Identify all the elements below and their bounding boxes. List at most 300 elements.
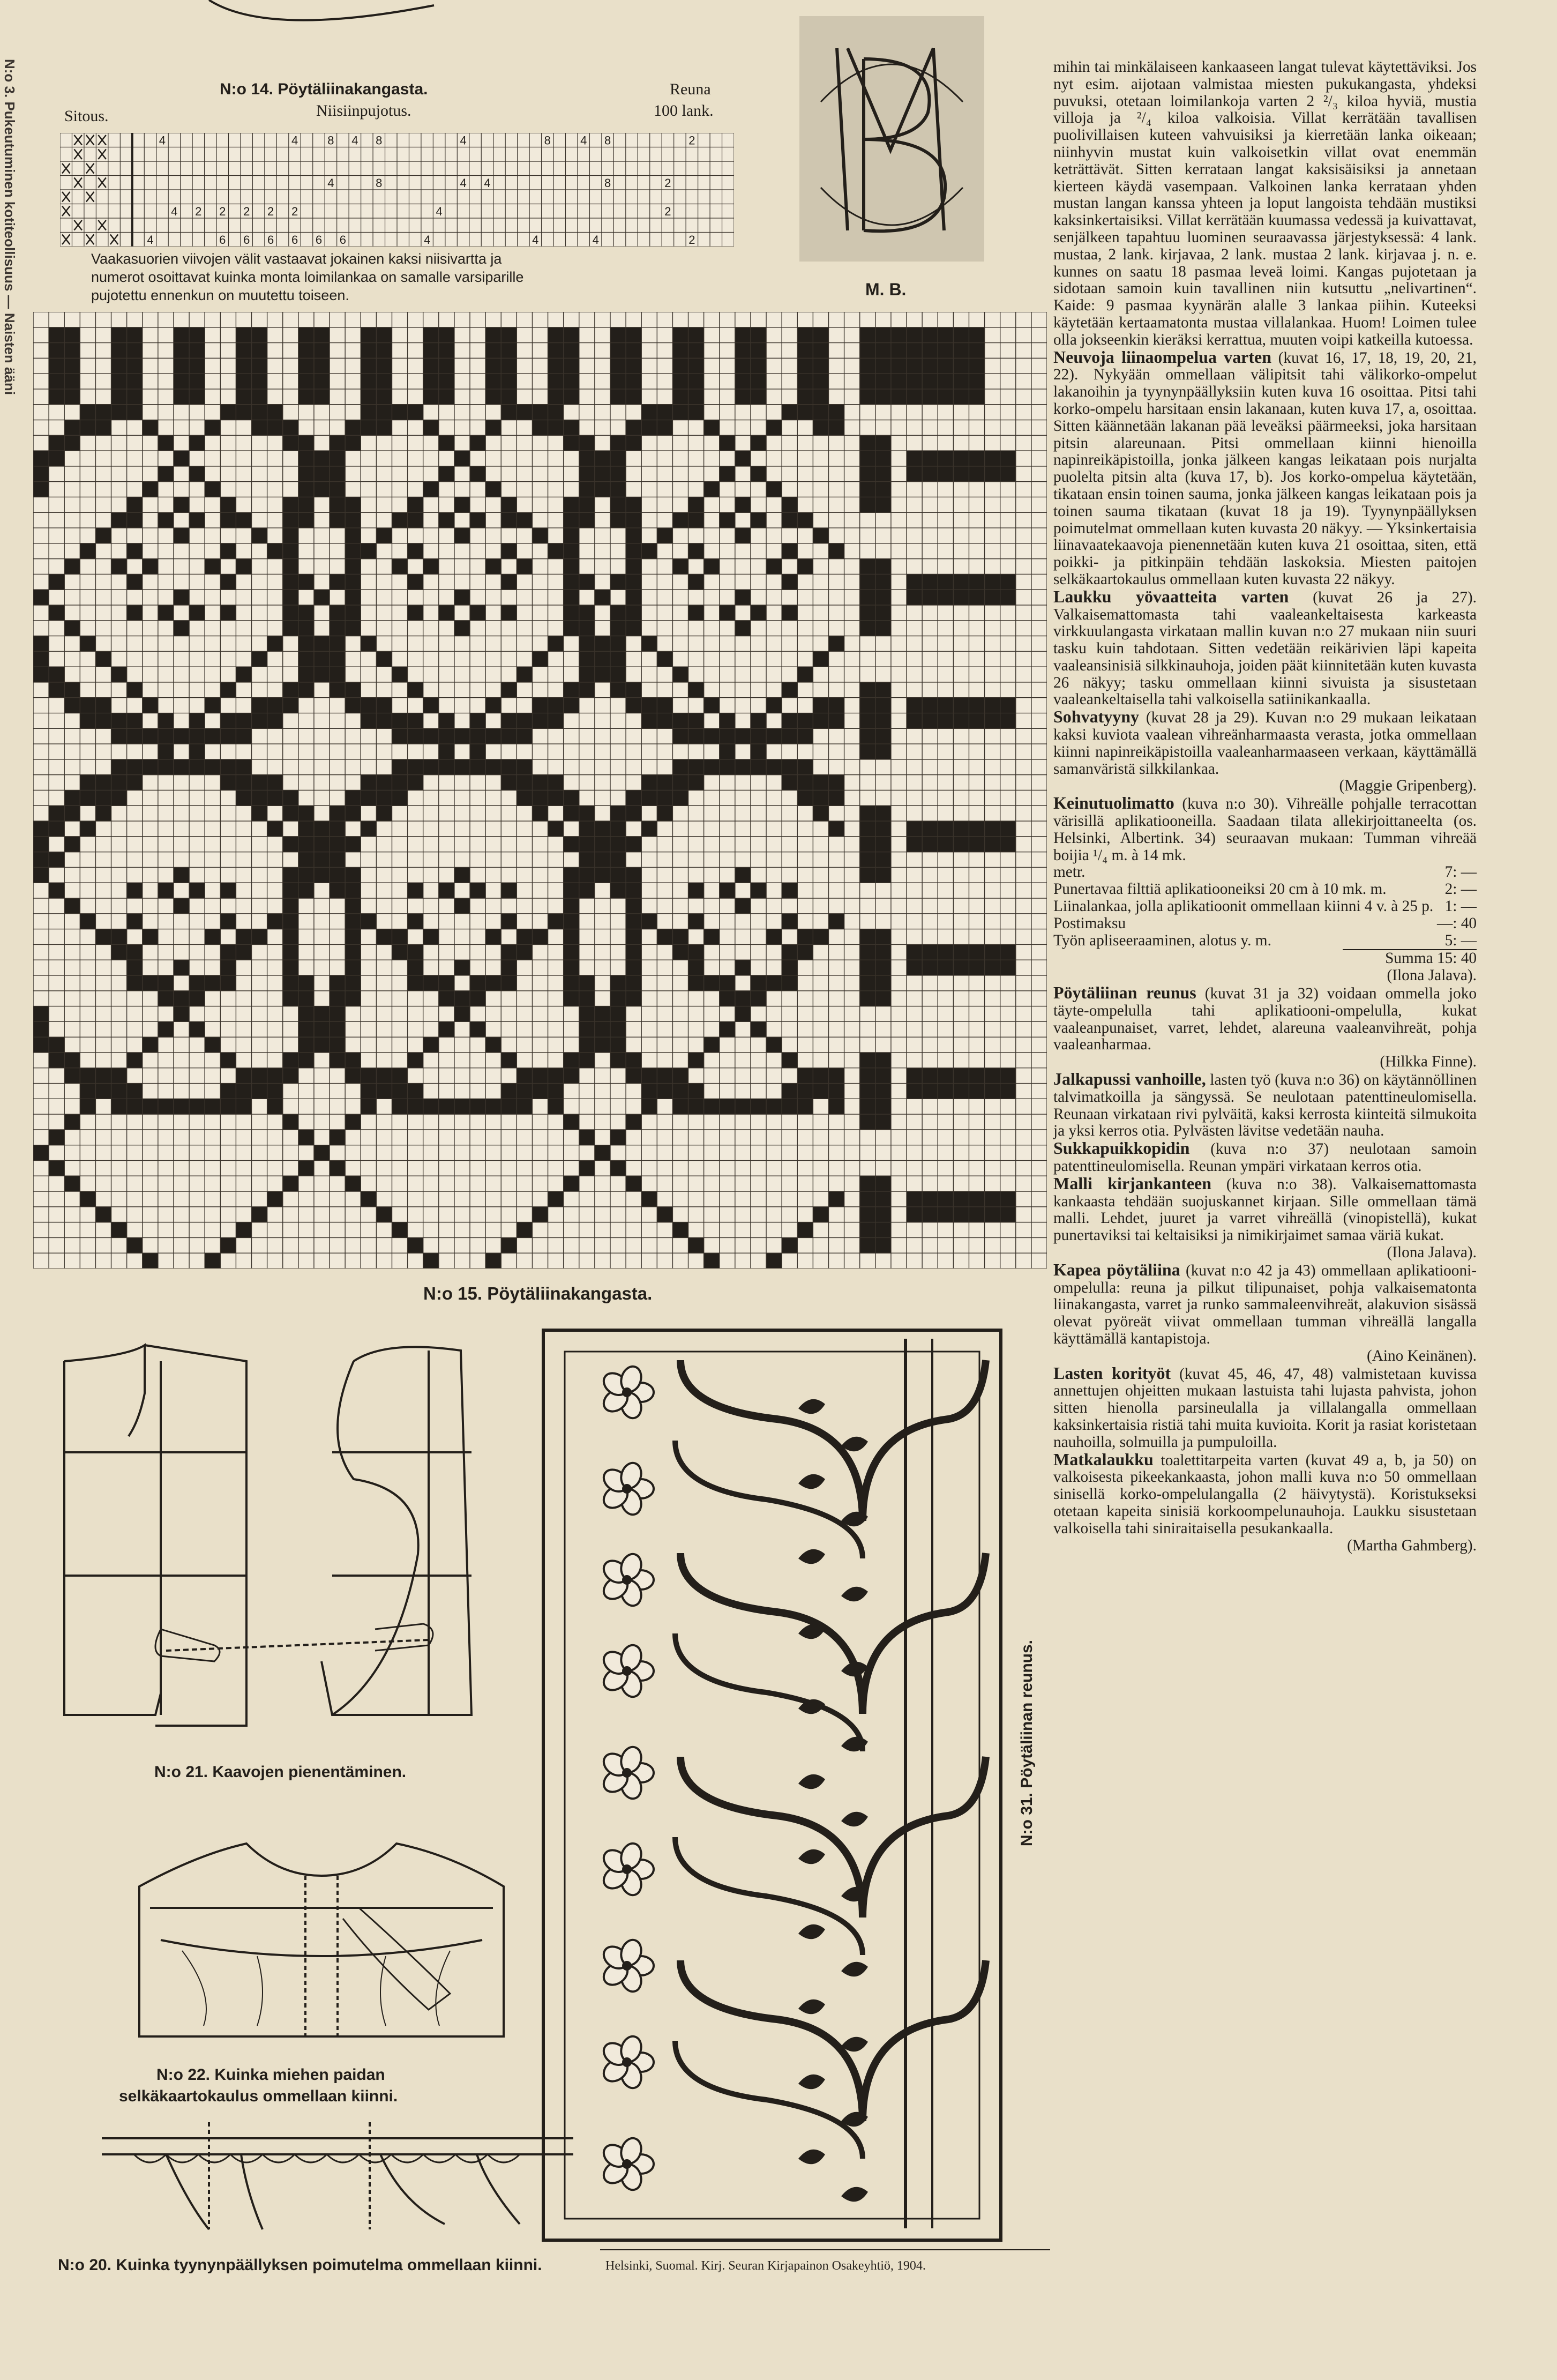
grid-cell-filled bbox=[298, 451, 315, 466]
grid-cell-filled bbox=[938, 590, 954, 605]
threading-count: 4 bbox=[171, 205, 178, 218]
grid-cell-filled bbox=[922, 358, 938, 374]
grid-cell-filled bbox=[672, 374, 688, 389]
section-kirjankansi bbox=[1053, 1175, 1477, 1244]
grid-cell-filled bbox=[579, 1160, 595, 1176]
grid-cell-filled bbox=[95, 651, 111, 667]
grid-cell-filled bbox=[49, 1053, 65, 1068]
grid-cell-filled bbox=[922, 960, 938, 975]
grid-cell-filled bbox=[298, 621, 315, 636]
grid-cell-filled bbox=[392, 790, 408, 806]
section-heading: Neuvoja liinaompelua varten bbox=[1053, 347, 1272, 367]
border-flower bbox=[600, 1460, 654, 1517]
grid-cell-filled bbox=[907, 343, 923, 359]
grid-cell-filled bbox=[688, 512, 705, 528]
cost-value: 7: — bbox=[1444, 863, 1477, 881]
grid-cell-filled bbox=[735, 497, 751, 512]
grid-cell-filled bbox=[408, 960, 424, 975]
grid-cell-filled bbox=[720, 713, 736, 729]
grid-cell-filled bbox=[657, 775, 673, 790]
grid-cell-filled bbox=[189, 343, 205, 359]
grid-cell-filled bbox=[236, 374, 252, 389]
grid-cell-filled bbox=[485, 358, 501, 374]
grid-cell-filled bbox=[907, 327, 923, 343]
grid-cell-filled bbox=[252, 929, 268, 945]
grid-cell-filled bbox=[283, 574, 299, 590]
grid-cell-filled bbox=[49, 852, 65, 868]
grid-cell-filled bbox=[236, 1222, 252, 1238]
grid-cell-filled bbox=[298, 482, 315, 497]
grid-cell-filled bbox=[610, 1130, 626, 1145]
grid-cell-filled bbox=[454, 1006, 470, 1022]
grid-cell-filled bbox=[236, 327, 252, 343]
grid-cell-filled bbox=[298, 327, 315, 343]
grid-cell-filled bbox=[564, 621, 580, 636]
grid-cell-filled bbox=[564, 358, 580, 374]
threading-count: 2 bbox=[243, 205, 250, 218]
grid-cell-filled bbox=[345, 1176, 361, 1191]
grid-cell-filled bbox=[828, 636, 844, 652]
section-body: (kuva n:o 38). Valkaisemattomasta kankaasta tehdään suojuskannet kirjaan. Sille ommellaan tämä malli. Lehdet, juuret ja varret vihreällä (vinopistellä), kukat punertaviksi tai keltaisiksi ja nimikirjaimet samaa väriä kukat. bbox=[1053, 1175, 1477, 1244]
grid-cell-filled bbox=[127, 405, 143, 420]
grid-cell-filled bbox=[953, 374, 969, 389]
grid-cell-filled bbox=[252, 389, 268, 405]
grid-cell-filled bbox=[236, 944, 252, 960]
grid-cell-filled bbox=[314, 867, 330, 883]
grid-cell-filled bbox=[408, 944, 424, 960]
grid-cell-filled bbox=[330, 1006, 346, 1022]
grid-cell-filled bbox=[439, 435, 455, 451]
grid-cell-filled bbox=[408, 574, 424, 590]
grid-cell-filled bbox=[1000, 698, 1016, 713]
grid-cell-filled bbox=[985, 1207, 1001, 1222]
grid-cell-filled bbox=[938, 837, 954, 852]
grid-cell-filled bbox=[314, 1021, 330, 1037]
grid-cell-filled bbox=[220, 497, 236, 512]
grid-cell-filled bbox=[111, 559, 128, 575]
pattern14-sitous: Sitous. bbox=[64, 107, 109, 125]
grid-cell-filled bbox=[672, 512, 688, 528]
section-body: toalettitarpeita varten (kuvat 49 a, b, ja 50) on valkoisesta pikeekankaasta, johon malli kuva n:o 50 ommellaan sinisellä korko-ompelulangalla (2 häivytystä). Koristukseksi otetaan kapeita sinisiä korkoompelunauhoja. Laukku sisustetaan valkoisella tahi siniraitaisella pesukankaalla. bbox=[1053, 1451, 1477, 1537]
grid-cell-filled bbox=[891, 389, 907, 405]
grid-cell-filled bbox=[205, 559, 221, 575]
grid-cell-filled bbox=[267, 1084, 283, 1099]
grid-cell-filled bbox=[579, 621, 595, 636]
fig21-caption: N:o 21. Kaavojen pienentäminen. bbox=[154, 1763, 407, 1781]
grid-cell-filled bbox=[813, 713, 829, 729]
grid-cell-filled bbox=[80, 790, 96, 806]
grid-cell-filled bbox=[579, 574, 595, 590]
grid-cell-filled bbox=[174, 1099, 190, 1114]
grid-cell-filled bbox=[922, 713, 938, 729]
grid-cell-filled bbox=[907, 1207, 923, 1222]
grid-cell-filled bbox=[95, 420, 111, 436]
grid-cell-filled bbox=[564, 327, 580, 343]
grid-cell-filled bbox=[564, 898, 580, 914]
grid-cell-filled bbox=[283, 590, 299, 605]
grid-cell-filled bbox=[626, 512, 642, 528]
grid-cell-filled bbox=[49, 389, 65, 405]
grid-cell-filled bbox=[875, 728, 892, 744]
grid-cell-filled bbox=[564, 790, 580, 806]
grid-cell-filled bbox=[205, 728, 221, 744]
grid-cell-filled bbox=[252, 1084, 268, 1099]
grid-cell-filled bbox=[953, 821, 969, 837]
threading-count: 4 bbox=[436, 205, 443, 218]
cost-label: Punertavaa filttiä aplikatiooneiksi 20 cm à 10 mk. m. bbox=[1053, 881, 1387, 898]
section-liinaompelu bbox=[1053, 349, 1477, 588]
grid-cell-filled bbox=[189, 435, 205, 451]
threading-count: 6 bbox=[339, 233, 347, 247]
grid-cell-filled bbox=[735, 960, 751, 975]
grid-cell-filled bbox=[657, 698, 673, 713]
grid-cell-filled bbox=[875, 929, 892, 945]
fig15-caption: N:o 15. Pöytäliinakangasta. bbox=[423, 1284, 653, 1303]
cost-value: 2: — bbox=[1444, 881, 1477, 898]
grid-cell-filled bbox=[688, 374, 705, 389]
grid-cell-filled bbox=[610, 482, 626, 497]
grid-cell-filled bbox=[782, 574, 798, 590]
grid-cell-filled bbox=[220, 883, 236, 898]
grid-cell-filled bbox=[127, 605, 143, 621]
grid-cell-filled bbox=[875, 960, 892, 975]
grid-cell-filled bbox=[189, 991, 205, 1006]
grid-cell-filled bbox=[985, 451, 1001, 466]
grid-cell-filled bbox=[875, 1207, 892, 1222]
grid-cell-filled bbox=[283, 1068, 299, 1084]
grid-cell-filled bbox=[376, 374, 392, 389]
grid-cell-filled bbox=[298, 512, 315, 528]
grid-cell-filled bbox=[485, 1253, 501, 1269]
grid-cell-filled bbox=[720, 435, 736, 451]
grid-cell-filled bbox=[111, 1099, 128, 1114]
grid-cell-filled bbox=[361, 343, 377, 359]
grid-cell-filled bbox=[672, 327, 688, 343]
grid-cell-filled bbox=[314, 590, 330, 605]
grid-cell-filled bbox=[376, 405, 392, 420]
grid-cell-filled bbox=[626, 343, 642, 359]
grid-cell-filled bbox=[236, 389, 252, 405]
grid-cell-filled bbox=[626, 327, 642, 343]
grid-cell-filled bbox=[688, 975, 705, 991]
grid-cell-filled bbox=[688, 1084, 705, 1099]
grid-cell-filled bbox=[330, 852, 346, 868]
grid-cell-filled bbox=[985, 574, 1001, 590]
grid-cell-filled bbox=[735, 389, 751, 405]
grid-cell-filled bbox=[392, 1222, 408, 1238]
grid-cell-filled bbox=[735, 374, 751, 389]
grid-cell-filled bbox=[782, 605, 798, 621]
grid-cell-filled bbox=[220, 1084, 236, 1099]
grid-cell-filled bbox=[860, 1099, 876, 1114]
grid-cell-filled bbox=[64, 358, 80, 374]
grid-cell-filled bbox=[610, 883, 626, 898]
grid-cell-filled bbox=[672, 343, 688, 359]
grid-cell-filled bbox=[579, 821, 595, 837]
grid-cell-filled bbox=[205, 1253, 221, 1269]
grid-cell-filled bbox=[345, 543, 361, 559]
grid-cell-filled bbox=[236, 405, 252, 420]
grid-cell-filled bbox=[641, 914, 657, 929]
grid-cell-filled bbox=[641, 713, 657, 729]
border-leaf bbox=[798, 1399, 825, 1414]
grid-cell-filled bbox=[782, 1084, 798, 1099]
grid-cell-filled bbox=[80, 1099, 96, 1114]
border-leaf bbox=[841, 1587, 868, 1602]
grid-cell-filled bbox=[735, 898, 751, 914]
grid-cell-filled bbox=[485, 559, 501, 575]
grid-cell-filled bbox=[564, 914, 580, 929]
section-kapea-poytaliina bbox=[1053, 1259, 1477, 1348]
grid-cell-filled bbox=[361, 775, 377, 790]
grid-cell-filled bbox=[875, 1191, 892, 1207]
grid-cell-filled bbox=[454, 898, 470, 914]
grid-cell-filled bbox=[797, 512, 813, 528]
grid-cell-filled bbox=[501, 759, 517, 775]
grid-cell-filled bbox=[875, 698, 892, 713]
grid-cell-filled bbox=[252, 405, 268, 420]
grid-cell-filled bbox=[423, 343, 439, 359]
grid-cell-filled bbox=[766, 698, 782, 713]
grid-cell-filled bbox=[485, 343, 501, 359]
grid-cell-filled bbox=[49, 343, 65, 359]
grid-cell-filled bbox=[49, 374, 65, 389]
grid-cell-filled bbox=[220, 1053, 236, 1068]
grid-cell-filled bbox=[33, 821, 49, 837]
grid-cell-filled bbox=[751, 374, 767, 389]
grid-cell-filled bbox=[95, 1207, 111, 1222]
grid-cell-filled bbox=[392, 728, 408, 744]
grid-cell-filled bbox=[579, 667, 595, 682]
grid-cell-filled bbox=[501, 1084, 517, 1099]
grid-cell-filled bbox=[95, 1084, 111, 1099]
threading-count: 4 bbox=[580, 133, 587, 147]
grid-cell-filled bbox=[298, 466, 315, 482]
grid-cell-filled bbox=[33, 837, 49, 852]
grid-cell-filled bbox=[111, 775, 128, 790]
grid-cell-filled bbox=[298, 883, 315, 898]
grid-cell-filled bbox=[64, 374, 80, 389]
grid-cell-filled bbox=[267, 821, 283, 837]
grid-cell-filled bbox=[158, 759, 174, 775]
border-leaf bbox=[798, 2150, 825, 2165]
grid-cell-filled bbox=[423, 559, 439, 575]
grid-cell-filled bbox=[875, 605, 892, 621]
grid-cell-filled bbox=[408, 914, 424, 929]
grid-cell-filled bbox=[236, 713, 252, 729]
grid-cell-filled bbox=[127, 759, 143, 775]
grid-cell-filled bbox=[95, 713, 111, 729]
grid-cell-filled bbox=[860, 327, 876, 343]
grid-cell-filled bbox=[969, 1207, 985, 1222]
grid-cell-filled bbox=[298, 682, 315, 698]
grid-cell-filled bbox=[953, 574, 969, 590]
grid-cell-filled bbox=[626, 805, 642, 821]
grid-cell-filled bbox=[283, 435, 299, 451]
grid-cell-filled bbox=[782, 713, 798, 729]
grid-cell-filled bbox=[501, 713, 517, 729]
grid-cell-filled bbox=[735, 358, 751, 374]
grid-cell-filled bbox=[439, 374, 455, 389]
grid-cell-filled bbox=[345, 790, 361, 806]
grid-cell-filled bbox=[298, 1053, 315, 1068]
grid-cell-filled bbox=[860, 960, 876, 975]
grid-cell-filled bbox=[143, 1099, 159, 1114]
grid-cell-filled bbox=[49, 667, 65, 682]
grid-cell-filled bbox=[345, 1053, 361, 1068]
grid-cell-filled bbox=[298, 867, 315, 883]
grid-cell-filled bbox=[220, 1237, 236, 1253]
grid-cell-filled bbox=[64, 435, 80, 451]
border-arch-inner bbox=[675, 1633, 863, 1751]
grid-cell-filled bbox=[501, 728, 517, 744]
grid-cell-filled bbox=[454, 759, 470, 775]
grid-cell-filled bbox=[1000, 466, 1016, 482]
threading-count: 6 bbox=[291, 233, 298, 247]
grid-cell-filled bbox=[439, 728, 455, 744]
grid-cell-filled bbox=[392, 1099, 408, 1114]
grid-cell-filled bbox=[860, 805, 876, 821]
grid-cell-filled bbox=[330, 667, 346, 682]
grid-cell-filled bbox=[501, 512, 517, 528]
grid-cell-filled bbox=[470, 1021, 486, 1037]
grid-cell-filled bbox=[516, 512, 533, 528]
grid-cell-filled bbox=[267, 713, 283, 729]
grid-cell-filled bbox=[797, 944, 813, 960]
grid-cell-filled bbox=[189, 1021, 205, 1037]
grid-cell-filled bbox=[938, 466, 954, 482]
grid-cell-filled bbox=[501, 543, 517, 559]
grid-cell-filled bbox=[501, 574, 517, 590]
grid-cell-filled bbox=[595, 1145, 611, 1161]
grid-cell-filled bbox=[361, 1191, 377, 1207]
grid-cell-filled bbox=[376, 327, 392, 343]
border-flower bbox=[600, 1841, 654, 1898]
grid-cell-filled bbox=[267, 420, 283, 436]
grid-cell-filled bbox=[953, 451, 969, 466]
grid-cell-filled bbox=[376, 713, 392, 729]
grid-cell-filled bbox=[330, 1053, 346, 1068]
grid-cell-filled bbox=[127, 327, 143, 343]
border-leaf bbox=[798, 1774, 825, 1789]
grid-cell-filled bbox=[751, 466, 767, 482]
article-column bbox=[1053, 59, 1477, 1554]
grid-cell-filled bbox=[330, 682, 346, 698]
grid-cell-filled bbox=[330, 605, 346, 621]
grid-cell-filled bbox=[376, 528, 392, 543]
grid-cell-filled bbox=[860, 1222, 876, 1238]
threading-count: 8 bbox=[327, 133, 334, 147]
grid-cell-filled bbox=[127, 975, 143, 991]
grid-cell-filled bbox=[828, 405, 844, 420]
grid-cell-filled bbox=[875, 374, 892, 389]
grid-cell-filled bbox=[626, 698, 642, 713]
grid-cell-filled bbox=[751, 358, 767, 374]
signature: (Ilona Jalava). bbox=[1387, 1243, 1477, 1261]
grid-cell-filled bbox=[969, 1084, 985, 1099]
grid-cell-filled bbox=[860, 451, 876, 466]
grid-cell-filled bbox=[657, 790, 673, 806]
grid-cell-filled bbox=[501, 497, 517, 512]
grid-cell-filled bbox=[174, 343, 190, 359]
grid-cell-filled bbox=[704, 929, 720, 945]
grid-cell-filled bbox=[267, 405, 283, 420]
grid-cell-filled bbox=[579, 991, 595, 1006]
grid-cell-filled bbox=[579, 867, 595, 883]
grid-cell-filled bbox=[95, 698, 111, 713]
grid-cell-filled bbox=[439, 991, 455, 1006]
grid-cell-filled bbox=[688, 713, 705, 729]
grid-cell-filled bbox=[127, 775, 143, 790]
grid-cell-filled bbox=[189, 466, 205, 482]
section-body: (kuva n:o 30). Vihreälle pohjalle terracottan värisillä aplikatiooneilla. Saadaan tilata allekirjoittaneelta (os. Helsinki, Albertink. 34) seuraavan mukaan: Tumman vihreää boijia ¹/₄ m. à 14 mk. bbox=[1053, 795, 1477, 864]
grid-cell-filled bbox=[907, 960, 923, 975]
grid-cell-filled bbox=[875, 343, 892, 359]
grid-cell-filled bbox=[953, 1068, 969, 1084]
grid-cell-filled bbox=[688, 944, 705, 960]
grid-cell-filled bbox=[408, 1084, 424, 1099]
grid-cell-filled bbox=[189, 713, 205, 729]
grid-cell-filled bbox=[408, 1237, 424, 1253]
grid-cell-filled bbox=[907, 713, 923, 729]
grid-cell-filled bbox=[33, 1145, 49, 1161]
grid-cell-filled bbox=[657, 1207, 673, 1222]
grid-cell-filled bbox=[735, 343, 751, 359]
grid-cell-filled bbox=[267, 543, 283, 559]
grid-cell-filled bbox=[922, 574, 938, 590]
grid-cell-filled bbox=[922, 1084, 938, 1099]
grid-cell-filled bbox=[33, 852, 49, 868]
grid-cell-filled bbox=[1000, 590, 1016, 605]
grid-cell-filled bbox=[564, 605, 580, 621]
grid-cell-filled bbox=[376, 651, 392, 667]
grid-cell-filled bbox=[501, 1099, 517, 1114]
grid-cell-filled bbox=[938, 821, 954, 837]
grid-cell-filled bbox=[813, 805, 829, 821]
border-arch bbox=[680, 1960, 986, 2121]
grid-cell-filled bbox=[953, 327, 969, 343]
grid-cell-filled bbox=[236, 759, 252, 775]
grid-cell-filled bbox=[454, 528, 470, 543]
grid-cell-filled bbox=[408, 975, 424, 991]
grid-cell-filled bbox=[938, 698, 954, 713]
grid-cell-filled bbox=[345, 590, 361, 605]
grid-cell-filled bbox=[95, 790, 111, 806]
border-flower bbox=[600, 1937, 654, 1994]
grid-cell-filled bbox=[688, 543, 705, 559]
grid-cell-filled bbox=[704, 559, 720, 575]
grid-cell-filled bbox=[813, 651, 829, 667]
grid-cell-filled bbox=[345, 682, 361, 698]
grid-cell-filled bbox=[361, 1068, 377, 1084]
grid-cell-filled bbox=[1000, 837, 1016, 852]
grid-cell-filled bbox=[860, 713, 876, 729]
grid-cell-filled bbox=[439, 713, 455, 729]
grid-cell-filled bbox=[797, 667, 813, 682]
grid-cell-filled bbox=[610, 867, 626, 883]
section-heading: Jalkapussi vanhoille, bbox=[1053, 1069, 1206, 1089]
grid-cell-filled bbox=[33, 482, 49, 497]
grid-cell-filled bbox=[797, 389, 813, 405]
grid-cell-filled bbox=[657, 405, 673, 420]
grid-cell-filled bbox=[548, 775, 564, 790]
grid-cell-filled bbox=[969, 837, 985, 852]
grid-cell-filled bbox=[922, 466, 938, 482]
grid-cell-filled bbox=[158, 991, 174, 1006]
grid-cell-filled bbox=[127, 512, 143, 528]
grid-cell-filled bbox=[220, 914, 236, 929]
grid-cell-filled bbox=[579, 466, 595, 482]
